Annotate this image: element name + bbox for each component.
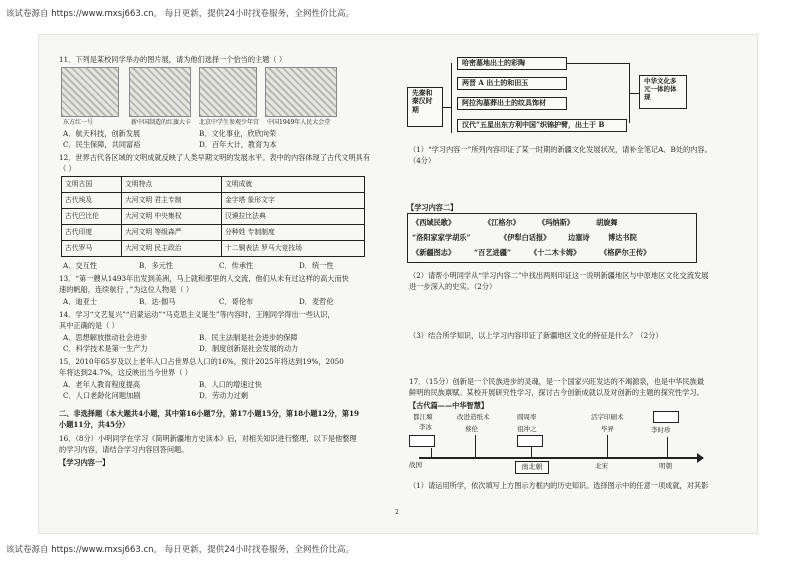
q11-option-b: B．文化事业，欣欣向荣 — [199, 129, 277, 138]
tl-achievement: 都江堰 — [413, 413, 433, 421]
study-item: 《格萨尔王传》 — [600, 248, 651, 257]
timeline-tick — [475, 435, 476, 457]
q14-text-2: 其中正确的是（ ） — [59, 321, 119, 330]
q13-option-c: C．哥伦布 — [219, 297, 254, 306]
q14-option-a: A．思想解放推动社会进步 — [63, 333, 148, 342]
section2-heading: 二、非选择题（本大题共4小题，其中第16小题7分，第17小题15分，第18小题12分，第19 — [59, 409, 360, 418]
q13-text: 13．“第一艘从1493年出发到美洲，马上就和那里的人交流，他们从未有过这样的高大而快 — [59, 274, 349, 283]
q12-option-a: A．交互性 — [63, 261, 97, 270]
q16-2-text-2: 进一步深入的史实。（2分） — [409, 282, 497, 291]
q14-option-d: D．制度创新是社会发展的动力 — [199, 344, 299, 353]
q15-text-2: 年将达到24.7%，这反映出当今世界（ ） — [59, 368, 192, 377]
table-cell: 金字塔 象形文字 — [222, 193, 365, 209]
q11-text: 11．下列是某校同学举办的图片展，请为他们选择一个恰当的主题（ ） — [59, 55, 287, 64]
arrow-icon — [697, 453, 704, 463]
connector — [567, 63, 629, 64]
study-item: 《江格尔》 — [484, 218, 520, 227]
study-item: “洛阳家家学胡乐” — [412, 233, 471, 242]
table-cell: 大河文明 君主专制 — [122, 193, 222, 209]
tl-person: 蔡伦 — [465, 425, 478, 433]
exam-page — [38, 34, 758, 534]
connector — [443, 107, 451, 108]
q16-1-text: （1）“学习内容一”所列内容印证了某一时期的新疆文化发展状况，请补全笔记A、B处的内容。 — [409, 145, 712, 154]
table-cell: 大河文明 中央集权 — [122, 209, 222, 225]
photo-2 — [129, 67, 191, 117]
diagram-item-3: 阿拉沟墓葬出土的纹具饰材 — [457, 97, 567, 110]
page-number: 2 — [395, 509, 399, 516]
diagram-item-1: 哈密墓地出土的彩陶 — [457, 57, 567, 70]
table-cell: 古代罗马 — [62, 241, 122, 257]
study-item: 边塞诗 — [568, 233, 590, 242]
timeline-tick — [667, 437, 668, 457]
study-item: 胡旋舞 — [596, 218, 618, 227]
q12-text: 12．世界古代各区域的文明成就反映了人类早期文明的发展水平。表中的内容体现了古代文明具有 — [59, 153, 371, 162]
q15-option-d: D．劳动力过剩 — [199, 391, 248, 400]
q15-text: 15．2010年65岁及以上老年人口占世界总人口的16%，预计2025年将达到19%，2050 — [59, 357, 344, 366]
study-item: 《十二木卡姆》 — [530, 248, 581, 257]
diagram-item-2: 两晋 A 出土的和田玉 — [457, 77, 567, 90]
table-row — [62, 209, 365, 225]
q12-option-b: B．多元性 — [139, 261, 174, 270]
tl-period: 明朝 — [659, 462, 672, 470]
diagram-right-box: 中华文化多元一体的体现 — [639, 75, 687, 109]
table-cell: 古代巴比伦 — [62, 209, 122, 225]
tl-period: 战国 — [409, 461, 422, 469]
table-cell: 古代埃及 — [62, 193, 122, 209]
table-header-row — [62, 177, 365, 193]
q11-option-c: C．民生保障，共同富裕 — [63, 140, 141, 149]
tl-period: 北宋 — [595, 462, 608, 470]
caption-1: 东方红一号 — [63, 119, 94, 126]
table-cell: 汉谟拉比法典 — [222, 209, 365, 225]
q14-text: 14．学习“文艺复兴”“启蒙运动”“马克思主义诞生”等内容时，王刚同学得出一些认识， — [59, 310, 335, 319]
caption-2: 新中国制造的红旗大卡 — [131, 119, 192, 126]
caption-4: 中国1949年人民大会堂 — [267, 119, 331, 126]
table-cell: 大河文明 等级森严 — [122, 225, 222, 241]
table-cell: 分种姓 专制制度 — [222, 225, 365, 241]
study-content-1-label: 【学习内容一】 — [59, 458, 110, 467]
table-row — [62, 193, 365, 209]
study-item: 《伊犁白话报》 — [500, 233, 551, 242]
q16-2-text: （2）请帮小明同学从“学习内容二”中找出两则印证这一说明新疆地区与中原地区文化交流发展 — [409, 271, 709, 280]
q15-option-a: A．老年人教育程度提高 — [63, 380, 141, 389]
timeline-blank-box — [653, 411, 679, 423]
tl-person: 祖冲之 — [517, 425, 537, 433]
study-content-2-box — [407, 213, 697, 263]
timeline-axis — [419, 457, 699, 459]
study-item: 《玛纳斯》 — [538, 218, 574, 227]
watermark-bottom: 该试卷源自 https://www.mxsj663.cn。 每日更新，提供24小时找卷服务，全网性价比高。 — [6, 545, 355, 555]
study-item: 《新疆图志》 — [412, 248, 456, 257]
timeline-label: 【古代篇——中华智慧】 — [409, 401, 489, 410]
table-row — [62, 225, 365, 241]
timeline-tick — [431, 448, 432, 458]
q16-text-2: 的学习内容，请结合学习内容回答问题。 — [59, 445, 189, 454]
table-cell: 古代印度 — [62, 225, 122, 241]
q16-1-score: （4分） — [409, 156, 436, 165]
q14-option-c: C．科学技术是第一生产力 — [63, 344, 148, 353]
study-content-2-label: 【学习内容二】 — [407, 203, 458, 212]
q17-1-text: （1）请运用所学，依次填写上方图示方框内的历史知识。选择图示中的任意一项成就，对其影 — [409, 481, 709, 490]
q11-option-a: A．航天科技，创新发展 — [63, 129, 141, 138]
photo-4 — [265, 67, 337, 117]
q15-option-c: C．人口老龄化问题加剧 — [63, 391, 141, 400]
q17-text: 17．（15分）创新是一个民族进步的灵魂，是一个国家兴旺发达的不竭源泉，也是中华民族最 — [409, 377, 705, 386]
tl-achievement: 改进造纸术 — [457, 413, 490, 421]
connector — [629, 93, 639, 94]
table-header-cell: 文明特点 — [122, 177, 222, 193]
q12-option-d: D．统一性 — [299, 261, 334, 270]
q13-option-d: D．麦哲伦 — [299, 297, 334, 306]
section2-heading-2: 小题11分，共45分） — [59, 420, 130, 429]
q12-paren: （ ） — [59, 164, 76, 173]
study-item: “百艺进疆” — [474, 248, 512, 257]
photo-3 — [199, 67, 257, 117]
timeline-blank-box — [517, 435, 543, 447]
q13-text-2: 速的帆船，连续航行 ，”为这位人物是（ ） — [59, 285, 194, 294]
tl-period: 南北朝 — [515, 461, 549, 474]
q13-option-b: B．达·伽马 — [139, 297, 176, 306]
table-row — [62, 241, 365, 257]
q15-option-b: B．人口的增速过快 — [199, 380, 262, 389]
tl-achievement: 活字印刷术 — [591, 413, 624, 421]
study-item: 博达书院 — [608, 233, 637, 242]
timeline-tick — [607, 435, 608, 457]
table-cell: 大河文明 民主政治 — [122, 241, 222, 257]
q13-option-a: A．迪亚士 — [63, 297, 97, 306]
q12-option-c: C．传承性 — [219, 261, 254, 270]
caption-3: 北京中学生参观少年宫 — [199, 119, 260, 126]
timeline-tick — [531, 447, 532, 457]
civilization-table — [61, 176, 365, 257]
q11-option-d: D．百年大计，教育为本 — [199, 140, 277, 149]
watermark-top: 该试卷源自 https://www.mxsj663.cn。 每日更新，提供24小时找卷服务，全网性价比高。 — [6, 9, 355, 19]
q16-text: 16．（8分）小明同学在学习《简明新疆地方史读本》后，对相关知识进行整理，以下是他整理 — [59, 434, 357, 443]
diagram-item-4: 汉代“五星出东方利中国”织锦护臂，出土于 B — [457, 119, 627, 132]
timeline-blank-box — [409, 435, 435, 447]
table-cell: 十二铜表法 罗马大竞技场 — [222, 241, 365, 257]
q16-3-text: （3）结合所学知识，以上学习内容印证了新疆地区文化的特征是什么？（2分） — [409, 331, 663, 340]
q14-option-b: B．民主法制是社会进步的保障 — [199, 333, 298, 342]
table-header-cell: 文明成就 — [222, 177, 365, 193]
table-header-cell: 文明古国 — [62, 177, 122, 193]
tl-achievement: 圆周率 — [517, 413, 537, 421]
photo-1 — [61, 67, 119, 117]
q17-text-2: 鲜明的民族禀赋。某校开展研究性学习，探讨古今创新成就以及对创新的主题的探究性学习。 — [409, 388, 704, 397]
tl-achievement: 李时珍 — [651, 426, 671, 434]
study-item: 《西域民歌》 — [412, 218, 456, 227]
diagram-left-box: 先秦和秦汉时期 — [407, 87, 443, 127]
tl-person: 毕昇 — [601, 425, 614, 433]
tl-person: 李冰 — [419, 423, 432, 431]
connector — [451, 63, 452, 133]
